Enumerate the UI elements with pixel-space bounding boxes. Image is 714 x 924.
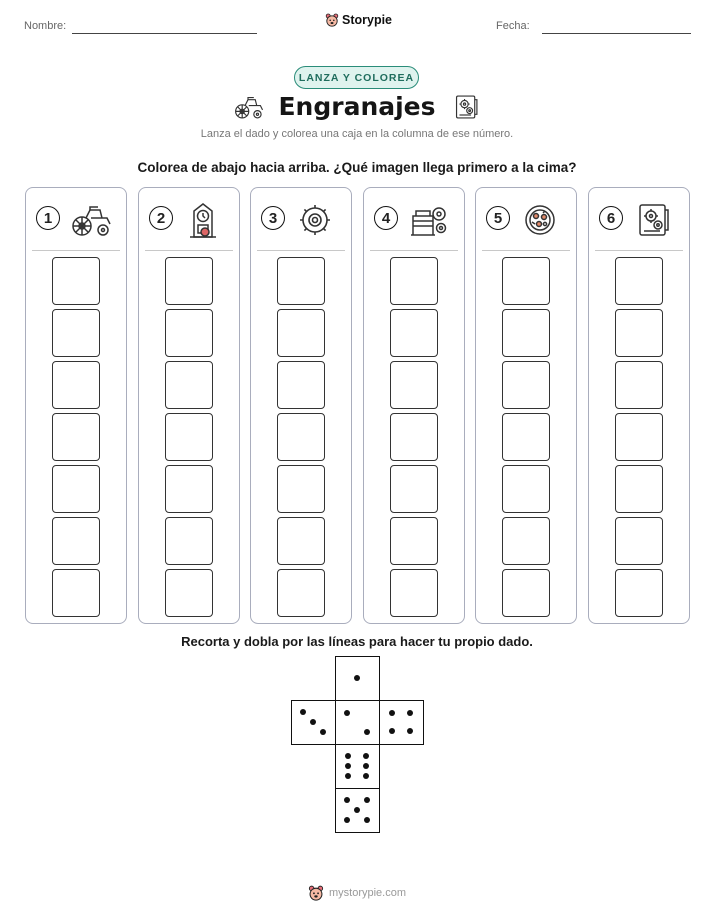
die-pip — [345, 753, 351, 759]
title-row — [0, 92, 714, 121]
color-box-3-5[interactable] — [277, 361, 325, 409]
color-box-2-3[interactable] — [165, 465, 213, 513]
die-pip — [407, 710, 413, 716]
gear-book-icon — [631, 202, 675, 238]
column-header — [364, 202, 464, 238]
column-number: 6 — [599, 206, 623, 230]
color-box-1-4[interactable] — [52, 413, 100, 461]
column-divider — [370, 250, 458, 251]
color-box-3-3[interactable] — [277, 465, 325, 513]
column-header — [139, 202, 239, 238]
color-box-5-2[interactable] — [502, 517, 550, 565]
color-box-2-4[interactable] — [165, 413, 213, 461]
die-pip — [354, 675, 360, 681]
die-pip — [407, 728, 413, 734]
footer — [0, 885, 714, 901]
color-box-1-5[interactable] — [52, 361, 100, 409]
die-pip — [345, 773, 351, 779]
column-number: 5 — [486, 206, 510, 230]
color-box-3-2[interactable] — [277, 517, 325, 565]
color-box-2-5[interactable] — [165, 361, 213, 409]
color-box-1-7[interactable] — [52, 257, 100, 305]
column-4 — [363, 187, 465, 624]
die-pip — [344, 710, 350, 716]
color-box-6-7[interactable] — [615, 257, 663, 305]
column-number: 2 — [149, 206, 173, 230]
column-header — [251, 202, 351, 238]
die-face-2[interactable] — [335, 700, 380, 745]
die-pip — [364, 817, 370, 823]
gear-machine-icon — [406, 202, 450, 238]
storypie-logo-icon — [308, 885, 324, 901]
column-6 — [588, 187, 690, 624]
color-box-5-5[interactable] — [502, 361, 550, 409]
color-box-1-2[interactable] — [52, 517, 100, 565]
color-box-4-6[interactable] — [390, 309, 438, 357]
column-number: 1 — [36, 206, 60, 230]
color-box-4-1[interactable] — [390, 569, 438, 617]
color-box-5-1[interactable] — [502, 569, 550, 617]
name-line[interactable] — [72, 33, 257, 34]
die-face-4[interactable] — [379, 700, 424, 745]
color-box-3-1[interactable] — [277, 569, 325, 617]
die-pip — [320, 729, 326, 735]
color-box-4-5[interactable] — [390, 361, 438, 409]
die-face-6[interactable] — [335, 744, 380, 789]
column-1 — [25, 187, 127, 624]
die-pip — [363, 763, 369, 769]
column-3 — [250, 187, 352, 624]
storypie-logo-icon — [325, 13, 339, 27]
color-box-1-6[interactable] — [52, 309, 100, 357]
die-pip — [363, 773, 369, 779]
color-box-2-6[interactable] — [165, 309, 213, 357]
color-box-6-4[interactable] — [615, 413, 663, 461]
column-divider — [32, 250, 120, 251]
color-box-4-3[interactable] — [390, 465, 438, 513]
column-divider — [595, 250, 683, 251]
gear-icon — [293, 202, 337, 238]
tractor-gears-icon — [232, 93, 264, 121]
die-face-5[interactable] — [335, 788, 380, 833]
column-divider — [145, 250, 233, 251]
color-box-6-6[interactable] — [615, 309, 663, 357]
die-pip — [300, 709, 306, 715]
gear-cake-icon — [518, 202, 562, 238]
name-label: Nombre: — [24, 20, 67, 32]
color-box-3-6[interactable] — [277, 309, 325, 357]
color-box-5-3[interactable] — [502, 465, 550, 513]
tractor-gears-icon — [68, 202, 112, 238]
die-face-3[interactable] — [291, 700, 336, 745]
gear-book-icon — [450, 93, 482, 121]
color-box-4-2[interactable] — [390, 517, 438, 565]
brand — [325, 13, 392, 27]
column-divider — [482, 250, 570, 251]
die-pip — [345, 763, 351, 769]
die-pip — [344, 797, 350, 803]
die-instruction: Recorta y dobla por las líneas para hacer tu propio dado. — [181, 634, 533, 649]
color-box-5-6[interactable] — [502, 309, 550, 357]
column-divider — [257, 250, 345, 251]
column-header — [26, 202, 126, 238]
instruction: Colorea de abajo hacia arriba. ¿Qué imagen llega primero a la cima? — [137, 160, 577, 175]
color-box-4-4[interactable] — [390, 413, 438, 461]
die-pip — [354, 807, 360, 813]
die-pip — [344, 817, 350, 823]
color-box-5-4[interactable] — [502, 413, 550, 461]
die-pip — [389, 710, 395, 716]
color-box-6-1[interactable] — [615, 569, 663, 617]
column-header — [589, 202, 689, 238]
color-box-3-7[interactable] — [277, 257, 325, 305]
die-pip — [364, 797, 370, 803]
date-label: Fecha: — [496, 20, 530, 32]
column-header — [476, 202, 576, 238]
column-number: 4 — [374, 206, 398, 230]
color-box-1-1[interactable] — [52, 569, 100, 617]
subtitle: Lanza el dado y colorea una caja en la columna de ese número. — [200, 128, 514, 140]
activity-badge: LANZA Y COLOREA — [294, 66, 419, 89]
column-number: 3 — [261, 206, 285, 230]
die-face-1[interactable] — [335, 656, 380, 701]
color-box-2-2[interactable] — [165, 517, 213, 565]
color-box-2-1[interactable] — [165, 569, 213, 617]
color-box-1-3[interactable] — [52, 465, 100, 513]
die-pip — [389, 728, 395, 734]
die-pip — [310, 719, 316, 725]
column-5 — [475, 187, 577, 624]
color-box-6-5[interactable] — [615, 361, 663, 409]
brand-name: Storypie — [342, 13, 393, 27]
footer-url[interactable]: mystorypie.com — [328, 887, 407, 899]
die-pip — [364, 729, 370, 735]
color-box-4-7[interactable] — [390, 257, 438, 305]
color-box-3-4[interactable] — [277, 413, 325, 461]
clock-tower-gear-icon — [181, 202, 225, 238]
color-box-2-7[interactable] — [165, 257, 213, 305]
color-box-5-7[interactable] — [502, 257, 550, 305]
color-box-6-3[interactable] — [615, 465, 663, 513]
page-title: Engranajes — [278, 92, 436, 121]
column-2 — [138, 187, 240, 624]
date-line[interactable] — [542, 33, 691, 34]
color-box-6-2[interactable] — [615, 517, 663, 565]
die-pip — [363, 753, 369, 759]
